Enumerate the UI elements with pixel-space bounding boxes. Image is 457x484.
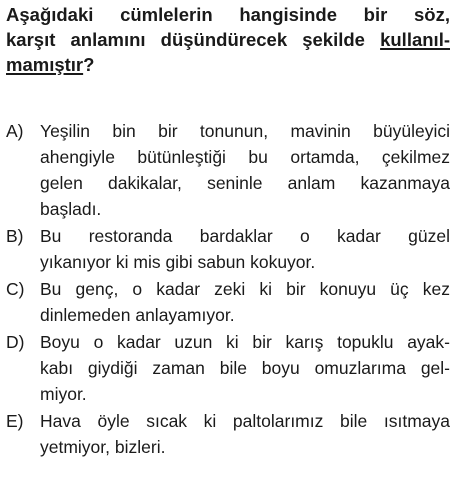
question-stem <box>6 2 450 77</box>
option-d-line: Boyu o kadar uzun ki bir karış topuklu ayak- <box>40 332 450 352</box>
option-d-letter: D) <box>6 332 25 352</box>
option-e[interactable] <box>6 408 450 460</box>
option-d-text <box>40 329 450 407</box>
question-line-2-text: karşıt anlamını düşündürecek şekilde <box>6 29 365 50</box>
question-line-1: Aşağıdaki cümlelerin hangisinde bir söz, <box>6 4 450 25</box>
question-underlined-part-2: mamıştır <box>6 54 84 75</box>
option-d-line: miyor. <box>40 384 87 404</box>
option-a-line: gelen dakikalar, seninle anlam kazanmaya <box>40 173 450 193</box>
question-mark: ? <box>83 54 95 75</box>
option-a-text <box>40 118 450 222</box>
option-a[interactable] <box>6 118 450 222</box>
option-e-line: yetmiyor, bizleri. <box>40 437 166 457</box>
option-a-line: başladı. <box>40 199 102 219</box>
option-b-text <box>40 223 450 275</box>
option-b[interactable] <box>6 223 450 275</box>
option-a-letter: A) <box>6 121 24 141</box>
option-b-line: Bu restoranda bardaklar o kadar güzel <box>40 226 450 246</box>
option-a-line: Yeşilin bin bir tonunun, mavinin büyüleyici <box>40 121 450 141</box>
option-c-letter: C) <box>6 279 25 299</box>
option-a-line: ahengiyle bütünleştiği bu ortamda, çekilmez <box>40 147 450 167</box>
option-c-text <box>40 276 450 328</box>
option-c-line: dinlemeden anlayamıyor. <box>40 305 235 325</box>
option-d-line: kabı giydiği zaman bile boyu omuzlarıma gel- <box>40 358 450 378</box>
option-e-letter: E) <box>6 411 24 431</box>
option-b-letter: B) <box>6 226 24 246</box>
question-underlined-part-1: kullanıl- <box>380 29 450 50</box>
question-line-2 <box>6 27 450 52</box>
option-e-text <box>40 408 450 460</box>
option-e-line: Hava öyle sıcak ki paltolarımız bile ısıtmaya <box>40 411 450 431</box>
option-d[interactable] <box>6 329 450 407</box>
answer-options <box>6 118 450 461</box>
question-line-3 <box>6 52 450 77</box>
option-c[interactable] <box>6 276 450 328</box>
option-b-line: yıkanıyor ki mis gibi sabun kokuyor. <box>40 252 316 272</box>
option-c-line: Bu genç, o kadar zeki ki bir konuyu üç kez <box>40 279 450 299</box>
